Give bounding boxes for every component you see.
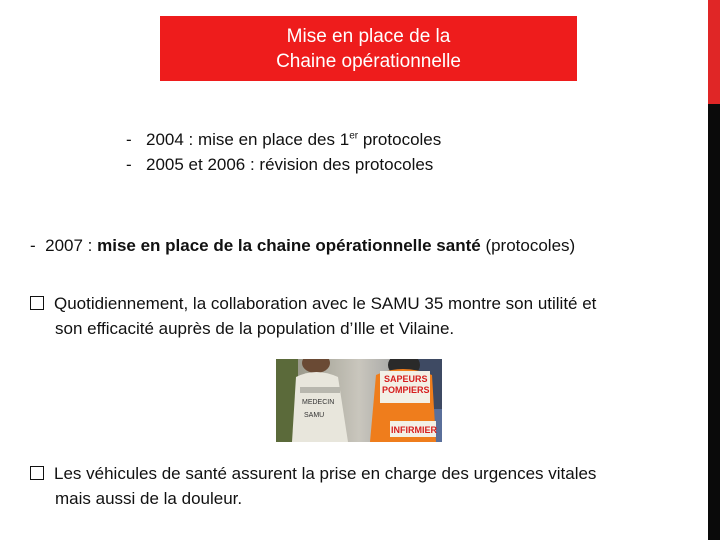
dash-bullet: - bbox=[126, 130, 132, 149]
vest-label-infirmier: INFIRMIER bbox=[391, 425, 437, 435]
highlight-rest: (protocoles) bbox=[480, 236, 576, 255]
slide-title-line-1: Mise en place de la bbox=[286, 25, 451, 47]
ordinal-suffix: er bbox=[349, 130, 359, 142]
dash-bullet: - bbox=[126, 155, 132, 174]
checkbox-bullet-icon bbox=[30, 296, 44, 310]
vest-label-sapeurs: SAPEURS bbox=[384, 374, 428, 384]
point-1-line-2: son efficacité auprès de la population d’Ille et Vilaine. bbox=[55, 319, 455, 338]
point-collaboration bbox=[30, 291, 700, 341]
highlight-bold: mise en place de la chaine opérationnelle santé bbox=[97, 236, 481, 255]
point-1-line-1: Quotidiennement, la collaboration avec le SAMU 35 montre son utilité et bbox=[54, 294, 597, 313]
point-vehicles bbox=[30, 461, 700, 511]
vest-label-pompiers: POMPIERS bbox=[382, 385, 430, 395]
vest-label-samu: SAMU bbox=[304, 412, 325, 419]
history-list bbox=[126, 127, 441, 177]
slide-title bbox=[160, 16, 577, 81]
highlight-year: 2007 : bbox=[45, 236, 98, 255]
dash-bullet: - bbox=[30, 236, 36, 255]
point-2-line-1: Les véhicules de santé assurent la prise en charge des urgences vitales bbox=[54, 464, 597, 483]
highlight-2007 bbox=[30, 234, 575, 258]
history-text-2004-end: protocoles bbox=[358, 130, 442, 149]
checkbox-bullet-icon bbox=[30, 466, 44, 480]
history-text-2005: 2005 et 2006 : révision des protocoles bbox=[146, 155, 434, 174]
history-item-2005 bbox=[126, 152, 441, 177]
history-item-2004 bbox=[126, 127, 441, 152]
accent-bar-red bbox=[708, 0, 720, 104]
history-text-2004: 2004 : mise en place des 1 bbox=[146, 130, 350, 149]
accent-bar-black bbox=[708, 104, 720, 540]
vest-label-medecin: MEDECIN bbox=[302, 399, 335, 406]
rescue-staff-photo bbox=[276, 359, 442, 442]
slide-title-line-2: Chaine opérationnelle bbox=[276, 50, 461, 72]
point-2-line-2: mais aussi de la douleur. bbox=[55, 489, 243, 508]
